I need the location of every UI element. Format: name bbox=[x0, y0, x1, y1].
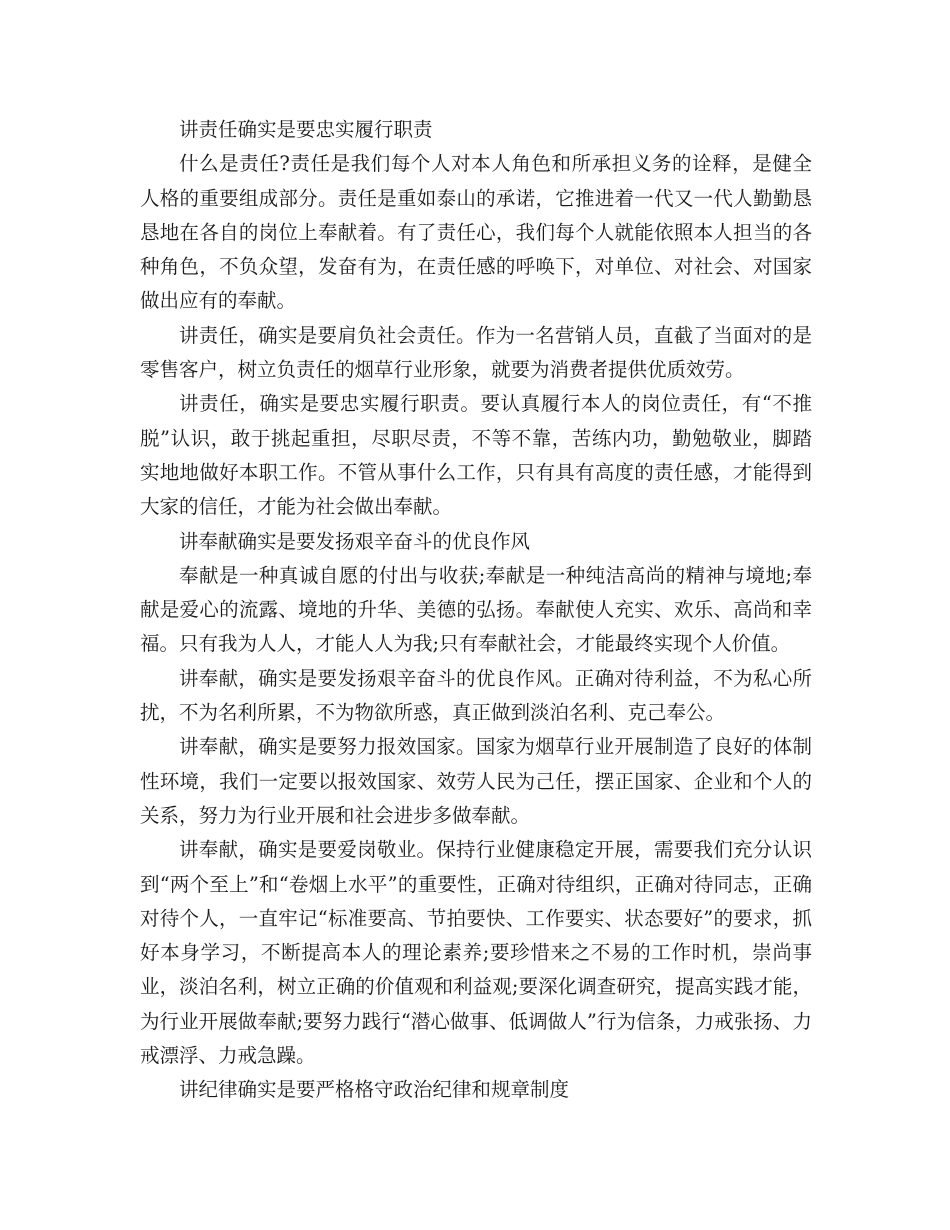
section-heading-dedication: 讲奉献确实是要发扬艰辛奋斗的优良作风 bbox=[179, 529, 531, 553]
paragraph-what-is-dedication: 奉献是一种真诚自愿的付出与收获;奉献是一种纯洁高尚的精神与境地;奉献是爱心的流露、境地的升华、美德的弘扬。奉献使人充实、欢乐、高尚和幸福。只有我为人人，才能人人为我;只有奉献社会，才能最终实现个人价值。 bbox=[140, 563, 812, 656]
section-heading-discipline: 讲纪律确实是要严格格守政治纪律和规章制度 bbox=[179, 1078, 570, 1102]
paragraph-hard-work-style: 讲奉献，确实是要发扬艰辛奋斗的优良作风。正确对待利益，不为私心所扰，不为名利所累，不为物欲所惑，真正做到淡泊名利、克己奉公。 bbox=[140, 666, 812, 725]
paragraph-serve-country: 讲奉献，确实是要努力报效国家。国家为烟草行业开展制造了良好的体制性环境，我们一定要以报效国家、效劳人民为己任，摆正国家、企业和个人的关系，努力为行业开展和社会进步多做奉献。 bbox=[140, 735, 812, 827]
paragraph-what-is-responsibility: 什么是责任?责任是我们每个人对本人角色和所承担义务的诠释，是健全人格的重要组成部分。责任是重如泰山的承诺，它推进着一代又一代人勤勤恳恳地在各自的岗位上奉献着。有了责任心，我们每个人就能依照本人担当的各种角色，不负众望，发奋有为，在责任感的呼唤下，对单位、对社会、对国家做出应有的奉献。 bbox=[140, 152, 812, 313]
section-heading-responsibility: 讲责任确实是要忠实履行职责 bbox=[179, 118, 433, 141]
paragraph-love-job: 讲奉献，确实是要爱岗敬业。保持行业健康稳定开展，需要我们充分认识到“两个至上”和“卷烟上水平”的重要性，正确对待组织，正确对待同志，正确对待个人，一直牢记“标准要高、节拍要快、工作要实、状态要好”的要求，抓好本身学习，不断提高本人的理论素养;要珍惜来之不易的工作时机，崇尚事业，淡泊名利，树立正确的价值观和利益观;要深化调查研究，提高实践才能，为行业开展做奉献;要努力践行“潜心做事、低调做人”行为信条，力戒张扬、力戒漂浮、力戒急躁。 bbox=[140, 838, 812, 1068]
document-page bbox=[140, 113, 812, 1108]
paragraph-social-responsibility: 讲责任，确实是要肩负社会责任。作为一名营销人员，直截了当面对的是零售客户，树立负责任的烟草行业形象，就要为消费者提供优质效劳。 bbox=[140, 323, 812, 382]
paragraph-fulfill-duties: 讲责任，确实是要忠实履行职责。要认真履行本人的岗位责任，有“不推脱”认识，敢于挑起重担，尽职尽责，不等不靠，苦练内功，勤勉敬业，脚踏实地地做好本职工作。不管从事什么工作，只有具有高度的责任感，才能得到大家的信任，才能为社会做出奉献。 bbox=[140, 392, 812, 519]
